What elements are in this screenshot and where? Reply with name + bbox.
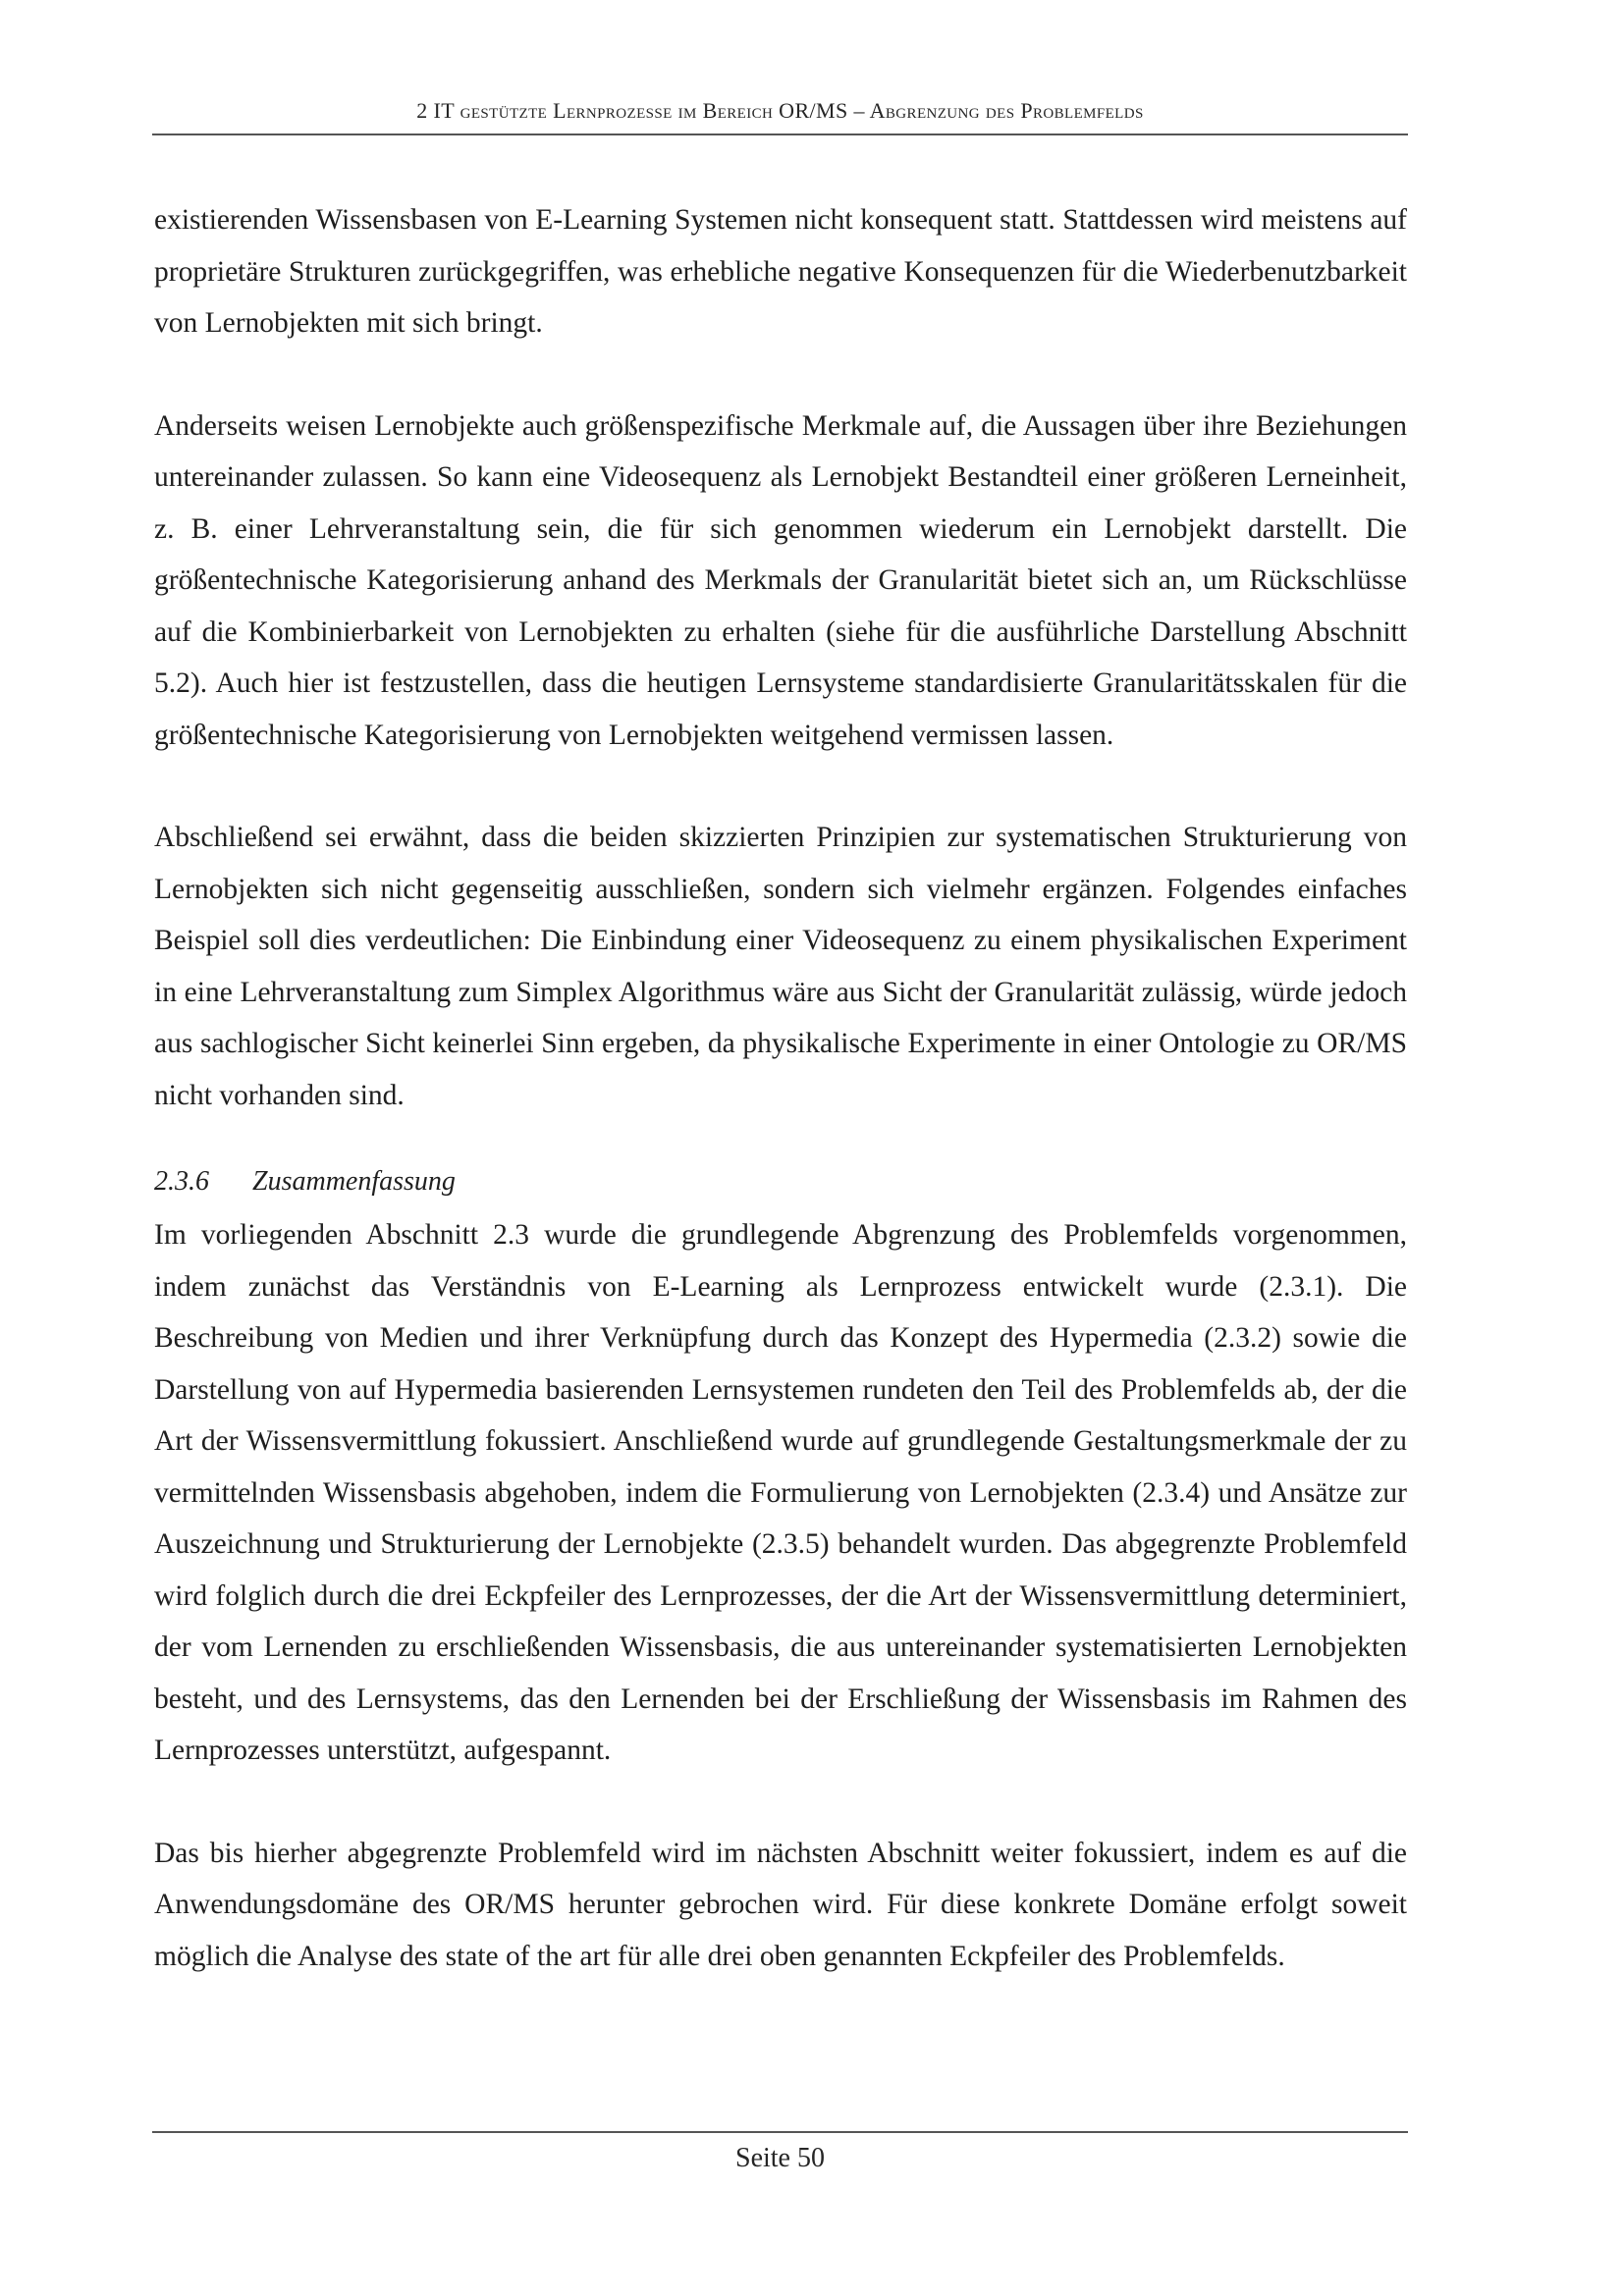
header-divider <box>152 133 1408 135</box>
footer-divider <box>152 2131 1408 2133</box>
paragraph: Anderseits weisen Lernobjekte auch größenspezifische Merkmale auf, die Aussagen über ihre Beziehungen untereinander zulassen. So kann eine Videosequenz als Lernobjekt Bestandteil einer größeren Lerneinheit, z. B. einer Lehrveranstaltung sein, die für sich genommen wiederum ein Lernobjekt darstellt. Die größentechnische Kategorisierung anhand des Merkmals der Granularität bietet sich an, um Rückschlüsse auf die Kombinierbarkeit von Lernobjekten zu erhalten (siehe für die ausführliche Darstellung Abschnitt 5.2). Auch hier ist festzustellen, dass die heutigen Lernsysteme standardisierte Granularitätsskalen für die größentechnische Kategorisierung von Lernobjekten weitgehend vermissen lassen. <box>154 409 1407 751</box>
running-header: 2 IT gestützte Lernprozesse im Bereich OR/MS – Abgrenzung des Problemfelds <box>416 98 1144 123</box>
paragraph: Im vorliegenden Abschnitt 2.3 wurde die grundlegende Abgrenzung des Problemfelds vorgenommen, indem zunächst das Verständnis von E-Learning als Lernprozess entwickelt wurde (2.3.1). Die Beschreibung von Medien und ihrer Verknüpfung durch das Konzept des Hypermedia (2.3.2) sowie die Darstellung von auf Hypermedia basierenden Lernsystemen rundeten den Teil des Problemfelds ab, der die Art der Wissensvermittlung fokussiert. Anschließend wurde auf grundlegende Gestaltungsmerkmale der zu vermittelnden Wissensbasis abgehoben, indem die Formulierung von Lernobjekten (2.3.4) und Ansätze zur Auszeichnung und Strukturierung der Lernobjekte (2.3.5) behandelt wurden. Das abgegrenzte Problemfeld wird folglich durch die drei Eckpfeiler des Lernprozesses, der die Art der Wissensvermittlung determiniert, der vom Lernenden zu erschließenden Wissensbasis, die aus untereinander systematisierten Lernobjekten besteht, und des Lernsystems, das den Lernenden bei der Erschließung der Wissensbasis im Rahmen des Lernprozesses unterstützt, aufgespannt. <box>154 1219 1407 1766</box>
section-number: 2.3.6 <box>154 1166 209 1197</box>
body-text <box>154 194 1407 1982</box>
paragraph: Abschließend sei erwähnt, dass die beiden skizzierten Prinzipien zur systematischen Strukturierung von Lernobjekten sich nicht gegenseitig ausschließen, sondern sich vielmehr ergänzen. Folgendes einfaches Beispiel soll dies verdeutlichen: Die Einbindung einer Videosequenz zu einem physikalischen Experiment in eine Lehrveranstaltung zum Simplex Algorithmus wäre aus Sicht der Granularität zulässig, würde jedoch aus sachlogischer Sicht keinerlei Sinn ergeben, da physikalische Experimente in einer Ontologie zu OR/MS nicht vorhanden sind. <box>154 822 1407 1111</box>
section-title: Zusammenfassung <box>252 1166 456 1197</box>
paragraph: Das bis hierher abgegrenzte Problemfeld wird im nächsten Abschnitt weiter fokussiert, indem es auf die Anwendungsdomäne des OR/MS herunter gebrochen wird. Für diese konkrete Domäne erfolgt soweit möglich die Analyse des state of the art für alle drei oben genannten Eckpfeiler des Problemfelds. <box>154 1837 1407 1972</box>
section-heading <box>154 1162 1407 1201</box>
page-number: Seite 50 <box>735 2143 825 2173</box>
paragraph: existierenden Wissensbasen von E-Learning Systemen nicht konsequent statt. Stattdessen wird meistens auf proprietäre Strukturen zurückgegriffen, was erhebliche negative Konsequenzen für die Wiederbenutzbarkeit von Lernobjekten mit sich bringt. <box>154 204 1407 339</box>
